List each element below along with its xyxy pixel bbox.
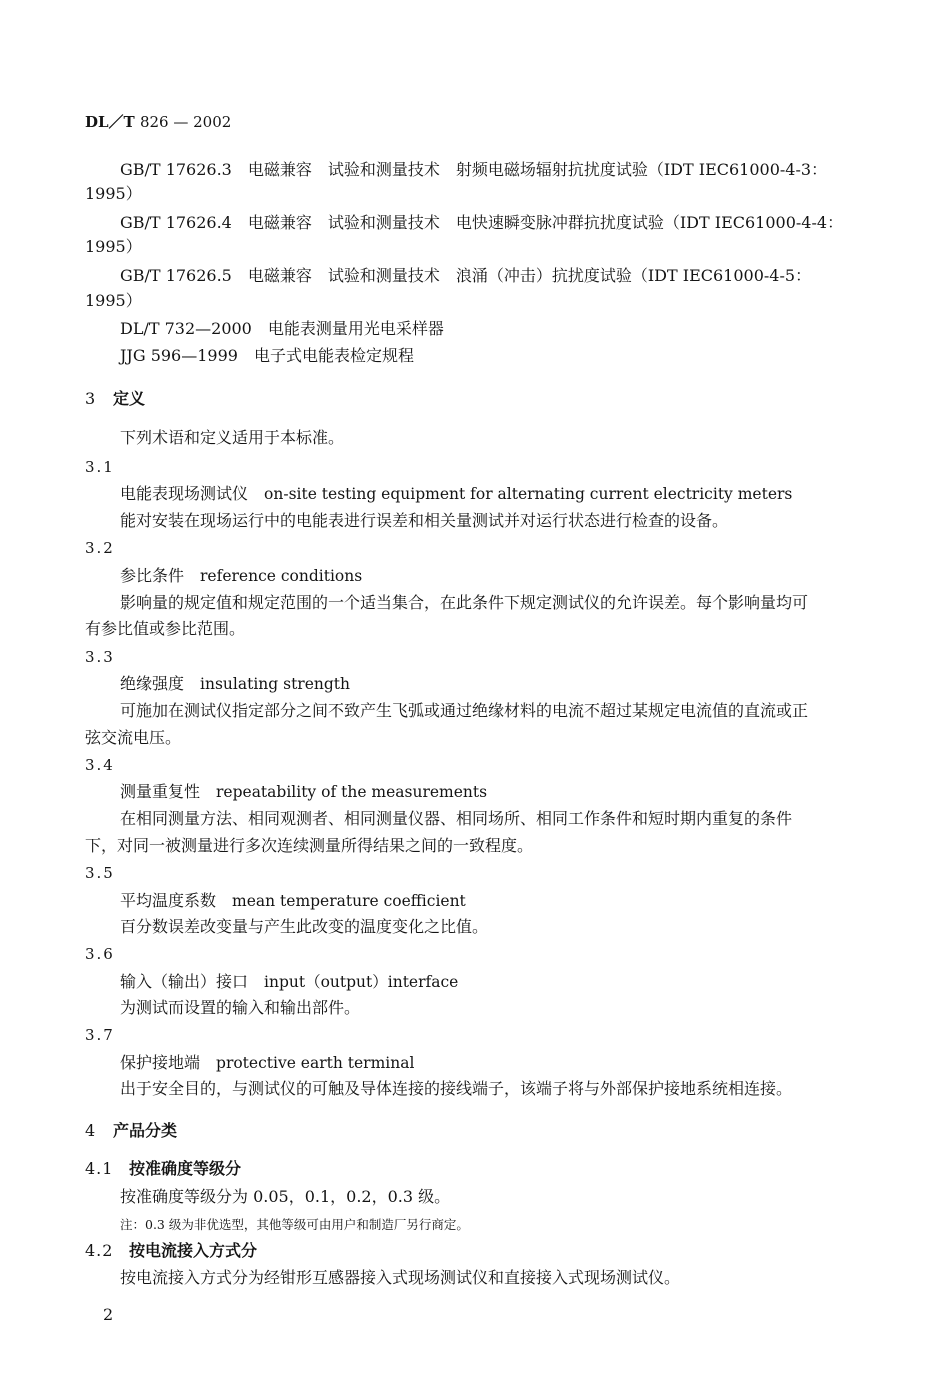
reference-line-cont: 1995）	[85, 291, 142, 310]
term-title	[120, 782, 487, 802]
term-zh: 保护接地端	[120, 1053, 201, 1072]
term-zh: 电能表现场测试仪	[120, 484, 249, 503]
term-title	[120, 566, 362, 586]
reference-line: GB/T 17626.4 电磁兼容 试验和测量技术 电快速瞬变脉冲群抗扰度试验（IDT IEC61000-4-4：	[120, 213, 844, 232]
subsection-title: 按电流接入方式分	[129, 1241, 258, 1260]
term-en: mean temperature coefficient	[232, 892, 466, 910]
term-definition: 影响量的规定值和规定范围的一个适当集合，在此条件下规定测试仪的允许误差。每个影响量均可	[120, 593, 809, 612]
subsection-text: 按准确度等级分为 0.05，0.1，0.2，0.3 级。	[120, 1187, 451, 1206]
term-title	[120, 484, 792, 504]
term-zh: 参比条件	[120, 566, 185, 585]
term-zh: 输入（输出）接口	[120, 972, 249, 991]
term-zh: 绝缘强度	[120, 674, 185, 693]
header-code: DL／T	[85, 113, 135, 131]
term-definition-cont: 下，对同一被测量进行多次连续测量所得结果之间的一致程度。	[85, 836, 534, 855]
term-en: on-site testing equipment for alternating current electricity meters	[264, 485, 793, 503]
term-zh: 测量重复性	[120, 782, 201, 801]
term-en: input（output）interface	[264, 973, 459, 991]
section-intro: 下列术语和定义适用于本标准。	[120, 428, 345, 447]
page-number: 2	[103, 1305, 114, 1324]
term-number: 3.5	[85, 864, 115, 882]
term-number: 3.2	[85, 539, 115, 557]
section-heading	[85, 1121, 177, 1141]
term-number: 3.1	[85, 458, 115, 476]
reference-line-cont: 1995）	[85, 237, 142, 256]
term-definition: 能对安装在现场运行中的电能表进行误差和相关量测试并对运行状态进行检查的设备。	[120, 511, 729, 530]
reference-line: JJG 596—1999 电子式电能表检定规程	[120, 346, 414, 365]
term-number: 3.6	[85, 945, 115, 963]
subsection-heading	[85, 1159, 241, 1179]
term-en: reference conditions	[200, 567, 363, 585]
term-definition: 为测试而设置的输入和输出部件。	[120, 998, 361, 1017]
term-definition: 出于安全目的，与测试仪的可触及导体连接的接线端子，该端子将与外部保护接地系统相连接。	[120, 1079, 793, 1098]
subsection-number: 4.1	[85, 1159, 114, 1178]
term-definition-cont: 弦交流电压。	[85, 728, 182, 747]
document-header	[85, 112, 231, 132]
term-en: protective earth terminal	[216, 1054, 415, 1072]
reference-line: GB/T 17626.3 电磁兼容 试验和测量技术 射频电磁场辐射抗扰度试验（IDT IEC61000-4-3：	[120, 160, 828, 179]
term-number: 3.4	[85, 756, 115, 774]
section-number: 3	[85, 389, 96, 408]
subsection-text: 按电流接入方式分为经钳形互感器接入式现场测试仪和直接接入式现场测试仪。	[120, 1268, 681, 1287]
term-definition: 可施加在测试仪指定部分之间不致产生飞弧或通过绝缘材料的电流不超过某规定电流值的直流或正	[120, 701, 809, 720]
term-title	[120, 674, 350, 694]
subsection-number: 4.2	[85, 1241, 114, 1260]
term-number: 3.7	[85, 1026, 115, 1044]
term-en: insulating strength	[200, 675, 350, 693]
note-text: 注：0.3 级为非优选型，其他等级可由用户和制造厂另行商定。	[120, 1217, 469, 1232]
subsection-title: 按准确度等级分	[129, 1159, 242, 1178]
term-zh: 平均温度系数	[120, 891, 217, 910]
term-definition-cont: 有参比值或参比范围。	[85, 619, 246, 638]
section-title: 产品分类	[113, 1121, 178, 1140]
reference-line: DL/T 732—2000 电能表测量用光电采样器	[120, 319, 444, 338]
term-number: 3.3	[85, 648, 115, 666]
section-number: 4	[85, 1121, 96, 1140]
term-title	[120, 1053, 414, 1073]
reference-line-cont: 1995）	[85, 184, 142, 203]
subsection-heading	[85, 1241, 257, 1261]
term-title	[120, 891, 466, 911]
term-definition: 在相同测量方法、相同观测者、相同测量仪器、相同场所、相同工作条件和短时期内重复的条件	[120, 809, 793, 828]
reference-line: GB/T 17626.5 电磁兼容 试验和测量技术 浪涌（冲击）抗扰度试验（IDT IEC61000-4-5：	[120, 266, 812, 285]
section-heading	[85, 389, 145, 409]
term-en: repeatability of the measurements	[216, 783, 488, 801]
term-title	[120, 972, 458, 992]
term-definition: 百分数误差改变量与产生此改变的温度变化之比值。	[120, 917, 489, 936]
section-title: 定义	[113, 389, 146, 408]
header-number: 826 — 2002	[139, 113, 232, 131]
